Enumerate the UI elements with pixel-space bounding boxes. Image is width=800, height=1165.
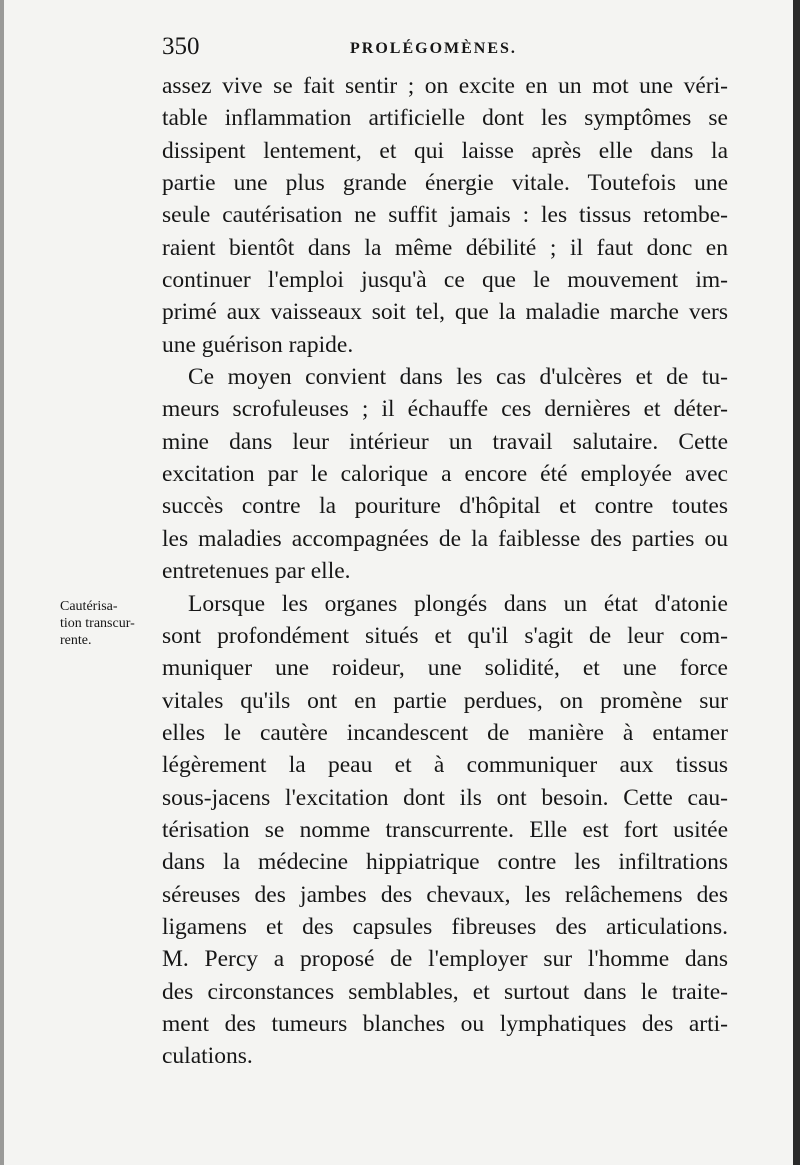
- text-line: raient bientôt dans la même débilité ; il faut donc en: [162, 234, 728, 261]
- page-header: [162, 30, 728, 64]
- text-line: dans la médecine hippiatrique contre les infiltrations: [162, 849, 728, 876]
- text-line: une guérison rapide.: [162, 331, 354, 358]
- text-line: séreuses des jambes des chevaux, les relâchemens des: [162, 881, 728, 908]
- page-left-edge: [0, 0, 4, 1165]
- text-line: assez vive se fait sentir ; on excite en un mot une véri-: [162, 73, 728, 99]
- paragraph: [162, 361, 728, 587]
- paragraph: [162, 588, 728, 1073]
- text-line: culations.: [162, 1043, 253, 1070]
- text-line: M. Percy a proposé de l'employer sur l'homme dans: [162, 946, 728, 973]
- margin-note: [60, 598, 160, 649]
- paragraph: [162, 70, 728, 361]
- text-line: ligamens et des capsules fibreuses des articulations.: [162, 913, 728, 940]
- page-right-edge: [793, 0, 800, 1165]
- text-line: excitation par le calorique a encore été employée avec: [162, 461, 728, 488]
- text-line: partie une plus grande énergie vitale. Toutefois une: [162, 170, 728, 197]
- text-line: légèrement la peau et à communiquer aux tissus: [162, 752, 728, 779]
- text-line: Ce moyen convient dans les cas d'ulcères et de tu-: [188, 364, 728, 391]
- text-line: entretenues par elle.: [162, 558, 351, 585]
- text-line: succès contre la pouriture d'hôpital et contre toutes: [162, 493, 728, 520]
- text-line: table inflammation artificielle dont les symptômes se: [162, 105, 728, 132]
- text-line: meurs scrofuleuses ; il échauffe ces dernières et déter-: [162, 396, 728, 423]
- text-line: elles le cautère incandescent de manière à entamer: [162, 719, 728, 746]
- text-line: les maladies accompagnées de la faiblesse des parties ou: [162, 525, 728, 552]
- margin-note-line: tion transcur-: [60, 616, 135, 631]
- text-line: dissipent lentement, et qui laisse après elle dans la: [162, 137, 728, 164]
- body-text: [162, 70, 728, 1073]
- text-line: térisation se nomme transcurrente. Elle est fort usitée: [162, 816, 728, 843]
- text-line: sont profondément situés et qu'il s'agit de leur com-: [162, 622, 728, 649]
- page-number: 350: [162, 33, 200, 60]
- text-line: mine dans leur intérieur un travail salutaire. Cette: [162, 428, 728, 455]
- text-line: primé aux vaisseaux soit tel, que la maladie marche vers: [162, 299, 728, 326]
- text-line: vitales qu'ils ont en partie perdues, on promène sur: [162, 687, 728, 714]
- text-line: seule cautérisation ne suffit jamais : les tissus retombe-: [162, 202, 728, 229]
- running-head: PROLÉGOMÈNES.: [350, 40, 517, 57]
- text-line: ment des tumeurs blanches ou lymphatiques des arti-: [162, 1010, 728, 1037]
- text-line: muniquer une roideur, une solidité, et une force: [162, 655, 728, 682]
- text-line: sous-jacens l'excitation dont ils ont besoin. Cette cau-: [162, 784, 728, 811]
- margin-note-line: rente.: [60, 633, 92, 648]
- margin-note-line: Cautérisa-: [60, 599, 118, 614]
- text-line: Lorsque les organes plongés dans un état d'atonie: [188, 590, 728, 617]
- text-line: continuer l'emploi jusqu'à ce que le mouvement im-: [162, 267, 728, 294]
- text-line: des circonstances semblables, et surtout dans le traite-: [162, 978, 728, 1005]
